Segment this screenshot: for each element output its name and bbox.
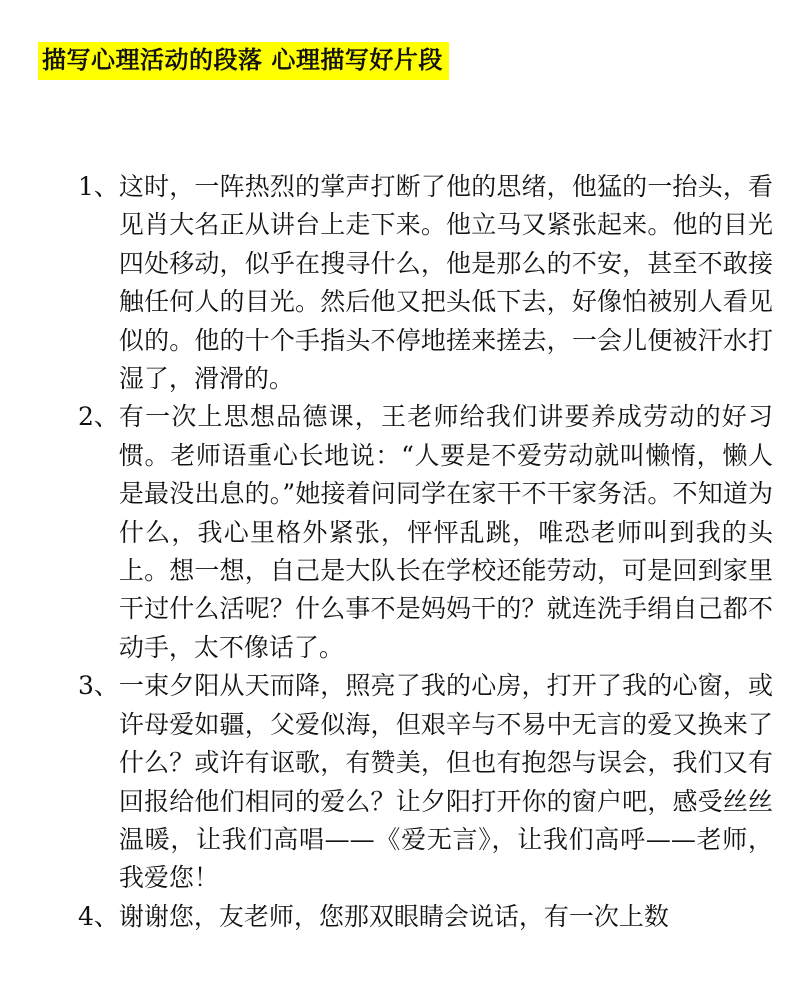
item-text: 这时，一阵热烈的掌声打断了他的思绪，他猛的一抬头，看见肖大名正从讲台上走下来。他立马又紧张起来。他的目光四处移动，似乎在搜寻什么，他是那么的不安，甚至不敢接触任何人的目光。然后他又把头低下去，好像怕被别人看见似的。他的十个手指头不停地搓来搓去，一会儿便被汗水打湿了，滑滑的。 — [118, 172, 773, 394]
item-number: 4、 — [78, 901, 119, 931]
item-text: 一束夕阳从天而降，照亮了我的心房，打开了我的心窗，或许母爱如疆，父爱似海，但艰辛与不易中无言的爱又换来了什么？或许有讴歌，有赞美，但也有抱怨与误会，我们又有回报给他们相同的爱么？让夕阳打开你的窗户吧，感受丝丝温暖，让我们高唱——《爱无言》，让我们高呼——老师，我爱您！ — [118, 671, 773, 893]
list-item — [78, 667, 773, 897]
item-number: 3、 — [78, 671, 119, 701]
list-item — [78, 398, 773, 667]
item-text: 谢谢您，友老师，您那双眼睛会说话，有一次上数 — [118, 901, 669, 931]
item-number: 2、 — [78, 402, 119, 432]
list-item — [78, 168, 773, 398]
paragraph-list — [78, 168, 773, 936]
item-number: 1、 — [78, 172, 119, 201]
title-highlight — [38, 42, 449, 80]
list-item — [78, 898, 773, 936]
document-title: 描写心理活动的段落 心理描写好片段 — [38, 42, 449, 80]
item-text: 有一次上思想品德课，王老师给我们讲要养成劳动的好习惯。老师语重心长地说：“人要是不爱劳动就叫懒惰，懒人是最没出息的。”她接着问同学在家干不干家务活。不知道为什么，我心里格外紧张，怦怦乱跳，唯恐老师叫到我的头上。想一想，自己是大队长在学校还能劳动，可是回到家里干过什么活呢？什么事不是妈妈干的？就连洗手绢自己都不动手，太不像话了。 — [118, 402, 773, 662]
